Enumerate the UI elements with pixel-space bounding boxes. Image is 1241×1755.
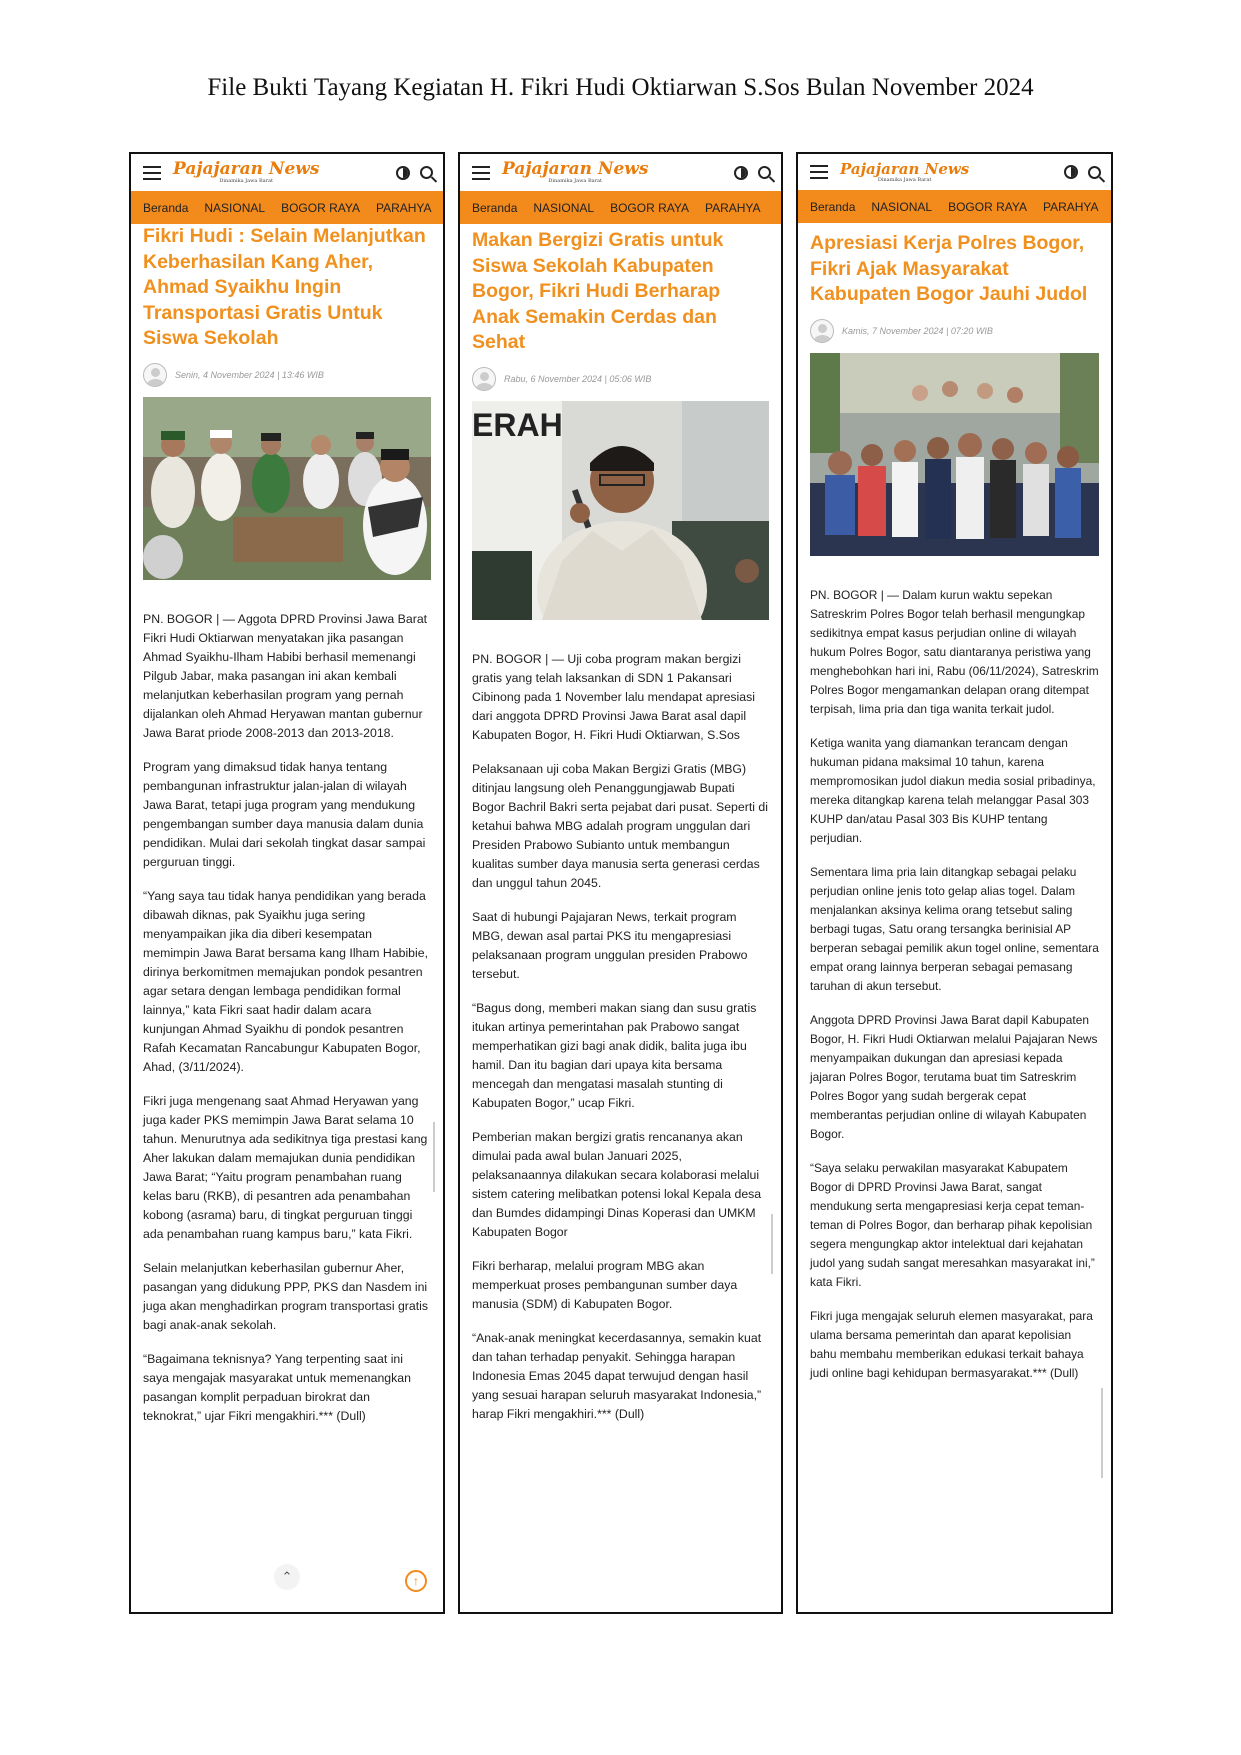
article-paragraph: Anggota DPRD Provinsi Jawa Barat dapil Kabupaten Bogor, H. Fikri Hudi Oktiarwan melalui Pajajaran News menyampaikan dukungan dan apresiasi kepada jajaran Polres Bogor, terutama buat tim Satreskrim Polres Bogor yang sudah bergerak cepat memberantas perjudian online di wilayah Kabupaten Bogor. [810, 1012, 1098, 1141]
article-screenshot-2 [458, 152, 783, 1614]
nav-item-nasional[interactable]: NASIONAL [533, 200, 595, 215]
top-bar [131, 154, 443, 191]
article-paragraph: Ketiga wanita yang diamankan terancam dengan hukuman pidana maksimal 10 tahun, karena mempromosikan judol diakun media sosial pribadinya, mereka ditangkap karena telah melanggar Pasal 303 KUHP dan/atau Pasal 303 Bis KUHP tentang perjudian. [810, 735, 1096, 845]
article-paragraph: “Bagaimana teknisnya? Yang terpenting saat ini saya mengajak masyarakat untuk memenangkan pasangan komplit perpaduan birokrat dan teknokrat,” ujar Fikri mengakhiri.*** (Dull) [143, 1351, 411, 1423]
nav-item-nasional[interactable]: NASIONAL [871, 199, 933, 214]
scrollbar[interactable] [771, 1214, 773, 1274]
article-paragraph: “Anak-anak meningkat kecerdasannya, semakin kuat dan tahan terhadap penyakit. Sehingga harapan Indonesia Emas 2045 dapat terwujud dengan hasil yang sesuai harapan seluruh masyarakat Indonesia,” harap Fikri mengakhiri.*** (Dull) [472, 1330, 762, 1421]
article-paragraph: PN. BOGOR | — Aggota DPRD Provinsi Jawa Barat Fikri Hudi Oktiarwan menyatakan jika pasangan Ahmad Syaikhu-Ilham Habibi berhasil memenangi Pilgub Jabar, maka pasangan ini akan kembali melanjutkan keberhasilan program yang pernah dijalankan oleh Ahmad Heryawan mantan gubernur Jawa Barat priode 2008-2013 dan 2013-2018. [143, 611, 428, 740]
nav-item-parahya[interactable]: PARAHYA [375, 200, 432, 215]
author-avatar-icon [143, 363, 167, 387]
top-bar [798, 154, 1111, 190]
article-photo [810, 353, 1099, 556]
article-paragraph: Program yang dimaksud tidak hanya tentang pembangunan infrastruktur jalan-jalan di wilayah Jawa Barat, tetapi juga program yang mendukung pengembangan sumber daya manusia dalam dunia pendidikan. Mulai dari sekolah tingkat dasar sampai perguruan tinggi. [143, 759, 426, 869]
article-body [131, 224, 443, 1426]
article-meta [810, 319, 1099, 343]
search-icon[interactable] [420, 166, 433, 179]
article-paragraph: “Saya selaku perwakilan masyarakat Kabupatem Bogor di DPRD Provinsi Jawa Barat, sangat mendukung serta mengapresiasi kerja cepat teman-teman di Polres Bogor, dan berharap pihak kepolisian segera mengungkap aktor intelektual dari kejahatan judol yang sudah sangat meresahkan masyarakat ini,” kata Fikri. [810, 1160, 1095, 1289]
site-logo[interactable]: Pajajaran News Dinamika Jawa Barat [840, 159, 970, 183]
article-paragraph: Pelaksanaan uji coba Makan Bergizi Gratis (MBG) ditinjau langsung oleh Penanggungjawab Bupati Bogor Bachril Bakri serta pejabat dari pusat. Seperti di ketahui bahwa MBG adalah program unggulan dari Presiden Prabowo Subianto untuk membangun kualitas sumber daya manusia serta generasi cerdas dan unggul tahun 2045. [472, 761, 768, 890]
article-screenshot-3 [796, 152, 1113, 1614]
site-logo[interactable]: Pajajaran News Dinamika Jawa Barat [502, 159, 649, 184]
article-meta [472, 367, 769, 391]
scroll-to-top-icon[interactable]: ↑ [405, 1570, 427, 1592]
scrollbar[interactable] [1101, 1388, 1103, 1478]
menu-icon[interactable] [810, 165, 828, 179]
article-photo [143, 397, 431, 580]
author-avatar-icon [810, 319, 834, 343]
dark-mode-icon[interactable] [1064, 165, 1078, 179]
article-screenshot-1 [129, 152, 445, 1614]
nav-item-beranda[interactable]: Beranda [472, 200, 518, 215]
nav-item-beranda[interactable]: Beranda [143, 200, 189, 215]
banner-text: ERAH [472, 406, 563, 443]
article-paragraph: Fikri juga mengenang saat Ahmad Heryawan yang juga kader PKS memimpin Jawa Barat selama 10 tahun. Menurutnya ada sedikitnya tiga prestasi kang Aher lakukan dalam memajukan dunia pendidikan Jawa Barat; “Yaitu program penambahan ruang kelas baru (RKB), di pesantren ada penambahan kobong (asrama) baru, di tingkat perguruan tinggi ada penambahan ruang kampus baru,” kata Fikri. [143, 1093, 428, 1241]
menu-icon[interactable] [143, 166, 161, 180]
dark-mode-icon[interactable] [396, 166, 410, 180]
menu-icon[interactable] [472, 166, 490, 180]
article-paragraph: “Yang saya tau tidak hanya pendidikan yang berada dibawah diknas, pak Syaikhu juga sering menyampaikan jika dia diberi kesempatan memimpin Jawa Barat bersama kang Ilham Habibie, dirinya berkomitmen memajukan pondok pesantren agar setara dengan lembaga pendidikan formal lainnya,” kata Fikri saat hadir dalam acara kunjungan Ahmad Syaikhu di pondok pesantren Rafah Kecamatan Rancabungur Kabupaten Bogor, Ahad, (3/11/2024). [143, 888, 429, 1074]
article-paragraph: Fikri berharap, melalui program MBG akan memperkuat proses pembangunan sumber daya manusia (SDM) di Kabupaten Bogor. [472, 1258, 738, 1311]
nav-item-bogor-raya[interactable]: BOGOR RAYA [948, 199, 1027, 214]
nav-item-bogor-raya[interactable]: BOGOR RAYA [610, 200, 689, 215]
article-paragraph: “Bagus dong, memberi makan siang dan susu gratis itukan artinya pemerintahan pak Prabowo sangat memperhatikan gizi bagi anak didik, balita juga ibu hamil. Dan itu bagian dari upaya kita bersama mencegah dan mengatasi masalah stunting di Kabupaten Bogor,” ucap Fikri. [472, 1000, 757, 1110]
article-date: Rabu, 6 November 2024 | 05:06 WIB [504, 373, 652, 384]
nav-item-nasional[interactable]: NASIONAL [204, 200, 266, 215]
article-paragraph: Fikri juga mengajak seluruh elemen masyarakat, para ulama bersama pemerintah dan aparat kepolisian bahu membahu memberikan edukasi terkait bahaya judi online bagi kehidupan bermasyarakat.*** (Dull) [810, 1308, 1093, 1380]
article-paragraph: Saat di hubungi Pajajaran News, terkait program MBG, dewan asal partai PKS itu mengapresiasi pelaksanaan program unggulan presiden Prabowo tersebut. [472, 909, 748, 981]
article-paragraph: PN. BOGOR | — Dalam kurun waktu sepekan Satreskrim Polres Bogor telah berhasil mengungkap sedikitnya empat kasus perjudian online di wilayah hukum Polres Bogor, satu diantaranya peristiwa yang menghebohkan hari ini, Rabu (06/11/2024), Satreskrim Polres Bogor mengamankan delapan orang ditempat terpisah, lima pria dan tiga wanita terkait judol. [810, 587, 1099, 716]
search-icon[interactable] [1088, 166, 1101, 179]
nav-item-parahya[interactable]: PARAHYA [1042, 199, 1099, 214]
article-meta [143, 363, 431, 387]
site-logo[interactable]: Pajajaran News Dinamika Jawa Barat [173, 159, 320, 184]
article-paragraph: PN. BOGOR | — Uji coba program makan bergizi gratis yang telah laksankan di SDN 1 Pakansari Cibinong pada 1 November lalu mendapat apresiasi dari anggota DPRD Provinsi Jawa Barat asal dapil Kabupaten Bogor, H. Fikri Hudi Oktiarwan, S.Sos [472, 651, 756, 742]
article-date: Senin, 4 November 2024 | 13:46 WIB [175, 369, 324, 380]
scrollbar[interactable] [433, 1122, 435, 1192]
nav-bar [131, 191, 443, 224]
author-avatar-icon [472, 367, 496, 391]
article-headline[interactable]: Apresiasi Kerja Polres Bogor, Fikri Ajak Masyarakat Kabupaten Bogor Jauhi Judol [810, 232, 1088, 305]
article-headline[interactable]: Makan Bergizi Gratis untuk Siswa Sekolah Kabupaten Bogor, Fikri Hudi Berharap Anak Semakin Cerdas dan Sehat [472, 229, 724, 353]
article-photo [472, 401, 769, 620]
collapse-chevron-icon[interactable]: ⌃ [274, 1564, 300, 1590]
article-date: Kamis, 7 November 2024 | 07:20 WIB [842, 325, 993, 336]
article-body [798, 223, 1111, 1383]
article-body [460, 224, 781, 1424]
nav-item-parahya[interactable]: PARAHYA [704, 200, 761, 215]
article-paragraph: Pemberian makan bergizi gratis rencananya akan dimulai pada awal bulan Januari 2025, pelaksanaannya dilakukan secara kolaborasi melalui sistem catering melibatkan potensi lokal Kepala desa dan Bumdes didampingi Dinas Koperasi dan UMKM Kabupaten Bogor [472, 1129, 762, 1239]
article-headline[interactable]: Fikri Hudi : Selain Melanjutkan Keberhasilan Kang Aher, Ahmad Syaikhu Ingin Transportasi Gratis Untuk Siswa Sekolah [143, 225, 426, 349]
document-title: File Bukti Tayang Kegiatan H. Fikri Hudi Oktiarwan S.Sos Bulan November 2024 [207, 74, 1034, 101]
dark-mode-icon[interactable] [734, 166, 748, 180]
article-paragraph: Sementara lima pria lain ditangkap sebagai pelaku perjudian online jenis toto gelap alias togel. Dalam menjalankan aksinya kelima orang tetsebut saling berbagi tugas, Satu orang tersangka berinisial AP berperan sebagai pemilik akun togel online, sementara empat orang lainnya berperan sebagai pemasang taruhan di akun tersebut. [810, 864, 1099, 993]
search-icon[interactable] [758, 166, 771, 179]
nav-item-beranda[interactable]: Beranda [810, 199, 856, 214]
nav-bar [460, 191, 781, 224]
nav-bar [798, 190, 1111, 223]
article-paragraph: Selain melanjutkan keberhasilan gubernur Aher, pasangan yang didukung PPP, PKS dan Nasdem ini juga akan menghadirkan program transportasi gratis bagi anak-anak sekolah. [143, 1260, 429, 1332]
top-bar [460, 154, 781, 191]
nav-item-bogor-raya[interactable]: BOGOR RAYA [281, 200, 360, 215]
